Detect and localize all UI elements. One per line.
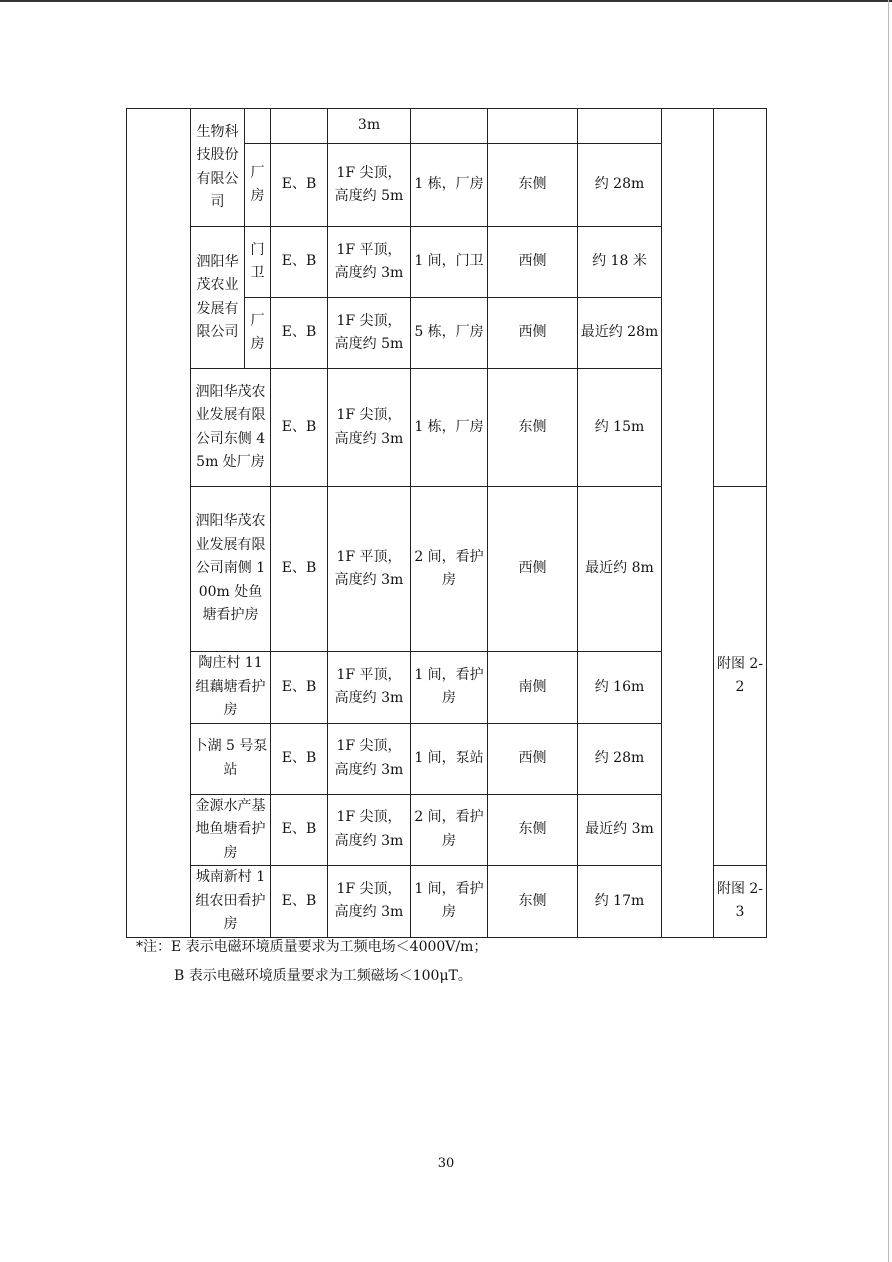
figure-ref-cell: 附图 2-2 bbox=[714, 487, 767, 866]
table-cell: E、B bbox=[271, 723, 328, 794]
table-cell: 1F 尖顶，高度约 5m bbox=[328, 144, 411, 227]
table-cell: 1F 平顶，高度约 3m bbox=[328, 227, 411, 298]
unit-name-cell: 泗阳华茂农业发展有限公司东侧 45m 处厂房 bbox=[191, 369, 271, 487]
table-cell: 3m bbox=[328, 109, 411, 144]
table-cell: 约 17m bbox=[578, 866, 662, 938]
table-cell: 东侧 bbox=[488, 144, 578, 227]
table-cell: 东侧 bbox=[488, 369, 578, 487]
table-cell: 厂房 bbox=[245, 144, 271, 227]
table-cell: 约 28m bbox=[578, 723, 662, 794]
table-cell bbox=[127, 109, 191, 938]
table-cell: 1 间，看护房 bbox=[411, 652, 488, 724]
table-cell: 1F 尖顶，高度约 5m bbox=[328, 298, 411, 369]
figure-ref-cell bbox=[714, 109, 767, 487]
table-cell: 西侧 bbox=[488, 227, 578, 298]
table-cell: 东侧 bbox=[488, 794, 578, 866]
footnote-electric-field: *注：E 表示电磁环境质量要求为工频电场＜4000V/m； bbox=[136, 939, 488, 955]
unit-name-cell: 城南新村 1 组农田看护房 bbox=[191, 866, 271, 938]
table-cell bbox=[488, 109, 578, 144]
unit-name-cell: 陶庄村 11 组藕塘看护房 bbox=[191, 652, 271, 724]
footnote-magnetic-field: B 表示电磁环境质量要求为工频磁场＜100μT。 bbox=[174, 968, 472, 984]
table-cell: 1F 尖顶，高度约 3m bbox=[328, 794, 411, 866]
table-cell: 1 间，门卫 bbox=[411, 227, 488, 298]
table-cell: 约 18 米 bbox=[578, 227, 662, 298]
unit-name-cell: 泗阳华茂农业发展有限公司 bbox=[191, 227, 245, 369]
table-cell: 西侧 bbox=[488, 487, 578, 652]
sensitive-targets-table bbox=[126, 108, 767, 938]
unit-name-cell: 生物科技股份有限公司 bbox=[191, 109, 245, 227]
table-cell: 1F 尖顶，高度约 3m bbox=[328, 866, 411, 938]
page-right-border bbox=[888, 0, 889, 1262]
table-cell: E、B bbox=[271, 369, 328, 487]
table-cell bbox=[662, 109, 714, 938]
table-row bbox=[127, 109, 767, 144]
table-cell: E、B bbox=[271, 227, 328, 298]
figure-ref-cell: 附图 2-3 bbox=[714, 866, 767, 938]
table-cell: 1F 平顶，高度约 3m bbox=[328, 652, 411, 724]
table-cell: E、B bbox=[271, 144, 328, 227]
table-cell: E、B bbox=[271, 487, 328, 652]
table-cell: 南侧 bbox=[488, 652, 578, 724]
table-cell: 1 栋，厂房 bbox=[411, 369, 488, 487]
table-cell: 最近约 3m bbox=[578, 794, 662, 866]
table-cell: E、B bbox=[271, 794, 328, 866]
page-number: 30 bbox=[437, 1156, 455, 1171]
table-cell: 1F 尖顶，高度约 3m bbox=[328, 369, 411, 487]
table-cell: 最近约 28m bbox=[578, 298, 662, 369]
table-cell: 2 间，看护房 bbox=[411, 487, 488, 652]
table-cell bbox=[271, 109, 328, 144]
table-cell: 门卫 bbox=[245, 227, 271, 298]
table-cell: 1 栋，厂房 bbox=[411, 144, 488, 227]
table-cell bbox=[411, 109, 488, 144]
table-cell: 1F 尖顶，高度约 3m bbox=[328, 723, 411, 794]
table-cell: 东侧 bbox=[488, 866, 578, 938]
table-cell: 西侧 bbox=[488, 723, 578, 794]
table-cell: E、B bbox=[271, 866, 328, 938]
table-cell: 2 间，看护房 bbox=[411, 794, 488, 866]
table-cell: 最近约 8m bbox=[578, 487, 662, 652]
table-cell: 1 间，泵站 bbox=[411, 723, 488, 794]
table-cell: 1F 平顶，高度约 3m bbox=[328, 487, 411, 652]
table-cell bbox=[578, 109, 662, 144]
table-cell: E、B bbox=[271, 652, 328, 724]
table-cell: 厂房 bbox=[245, 298, 271, 369]
unit-name-cell: 卜湖 5 号泵站 bbox=[191, 723, 271, 794]
table-cell bbox=[245, 109, 271, 144]
table-cell: 西侧 bbox=[488, 298, 578, 369]
table-cell: 约 16m bbox=[578, 652, 662, 724]
unit-name-cell: 金源水产基地鱼塘看护房 bbox=[191, 794, 271, 866]
table-cell: E、B bbox=[271, 298, 328, 369]
table-cell: 1 间，看护房 bbox=[411, 866, 488, 938]
table-cell: 约 15m bbox=[578, 369, 662, 487]
page-top-border bbox=[0, 0, 892, 2]
unit-name-cell: 泗阳华茂农业发展有限公司南侧 100m 处鱼塘看护房 bbox=[191, 487, 271, 652]
table-cell: 约 28m bbox=[578, 144, 662, 227]
table-cell: 5 栋，厂房 bbox=[411, 298, 488, 369]
